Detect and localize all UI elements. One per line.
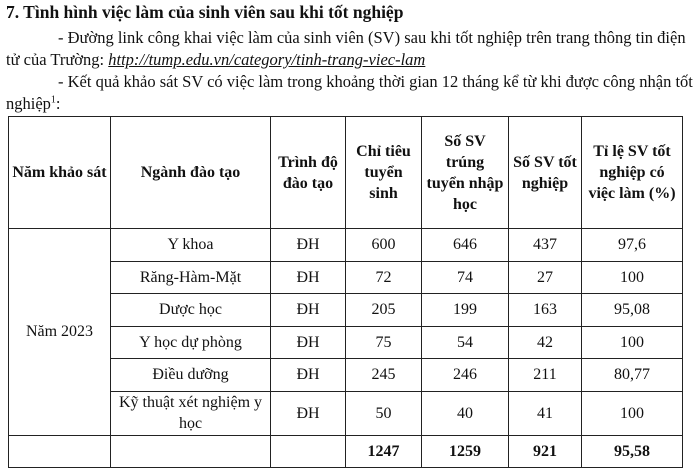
total-quota-cell: 1247 [346,435,422,467]
graduated-cell: 42 [509,326,582,359]
quota-cell: 205 [346,294,422,327]
rate-cell: 97,6 [582,229,683,262]
major-cell: Điều dưỡng [111,359,271,392]
enrolled-cell: 40 [422,391,509,435]
total-graduated-cell: 921 [509,435,582,467]
employment-link[interactable]: http://tump.edu.vn/category/tinh-trang-viec-lam [108,50,426,69]
major-cell: Dược học [111,294,271,327]
table-header-row [9,117,683,229]
rate-cell: 100 [582,391,683,435]
header-major: Ngành đào tạo [111,117,271,229]
paragraph1-text: - Đường link công khai việc làm của sinh viên (SV) sau khi tốt nghiệp trên trang thông tin điện tử của Trường: [6,28,686,69]
rate-cell: 100 [582,261,683,294]
total-rate-cell: 95,58 [582,435,683,467]
major-cell: Răng-Hàm-Mặt [111,261,271,294]
enrolled-cell: 246 [422,359,509,392]
table-row [9,326,683,359]
quota-cell: 245 [346,359,422,392]
quota-cell: 600 [346,229,422,262]
paragraph2-text: - Kết quả khảo sát SV có việc làm trong khoảng thời gian 12 tháng kể từ khi được công nhận tốt nghiệp [6,72,693,113]
level-cell: ĐH [271,294,346,327]
header-quota: Chỉ tiêu tuyển sinh [346,117,422,229]
table-row [9,261,683,294]
table-row [9,391,683,435]
totals-empty-cell [111,435,271,467]
enrolled-cell: 74 [422,261,509,294]
quota-cell: 50 [346,391,422,435]
major-cell: Y khoa [111,229,271,262]
survey-year-cell: Năm 2023 [9,229,111,436]
header-enrolled: Số SV trúng tuyển nhập học [422,117,509,229]
totals-empty-cell [271,435,346,467]
totals-row [9,435,683,467]
header-graduated: Số SV tốt nghiệp [509,117,582,229]
header-level: Trình độ đào tạo [271,117,346,229]
table-row [9,229,683,262]
table-row [9,294,683,327]
level-cell: ĐH [271,229,346,262]
graduated-cell: 41 [509,391,582,435]
totals-empty-cell [9,435,111,467]
graduated-cell: 27 [509,261,582,294]
employment-table [8,116,683,468]
rate-cell: 95,08 [582,294,683,327]
rate-cell: 80,77 [582,359,683,392]
enrolled-cell: 199 [422,294,509,327]
major-cell: Y học dự phòng [111,326,271,359]
graduated-cell: 211 [509,359,582,392]
paragraph2-suffix: : [55,94,61,113]
level-cell: ĐH [271,391,346,435]
table-row [9,359,683,392]
employment-link-paragraph [6,27,696,71]
graduated-cell: 437 [509,229,582,262]
enrolled-cell: 646 [422,229,509,262]
survey-result-paragraph [6,71,696,115]
rate-cell: 100 [582,326,683,359]
major-cell: Kỹ thuật xét nghiệm y học [111,391,271,435]
graduated-cell: 163 [509,294,582,327]
level-cell: ĐH [271,359,346,392]
total-enrolled-cell: 1259 [422,435,509,467]
header-survey-year: Năm khảo sát [9,117,111,229]
section-title: 7. Tình hình việc làm của sinh viên sau khi tốt nghiệp [6,2,404,22]
level-cell: ĐH [271,261,346,294]
quota-cell: 72 [346,261,422,294]
enrolled-cell: 54 [422,326,509,359]
quota-cell: 75 [346,326,422,359]
header-employment-rate: Tỉ lệ SV tốt nghiệp có việc làm (%) [582,117,683,229]
footnote-marker: 1 [50,94,56,106]
level-cell: ĐH [271,326,346,359]
